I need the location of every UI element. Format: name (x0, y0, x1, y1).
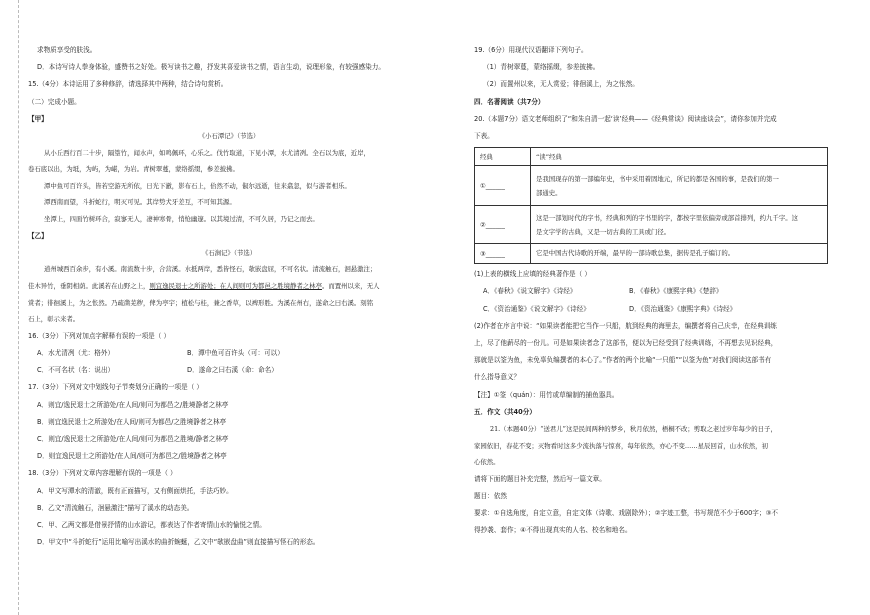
section-2-heading: （二）完成小题。 (28, 97, 81, 106)
yi-label: 【乙】 (28, 231, 48, 240)
left-column (28, 42, 430, 551)
q20-sub2-line-3: 那就是以筌为鱼，未免辜负编撰者的本心了。”作者的两个比喻“一只船”“以筌为鱼”对我们阅读这部书有 (474, 356, 772, 365)
table-row-1-text-line-2: 部通史。 (536, 188, 562, 197)
jia-para-3: 潭西南而望，斗折蛇行，明灭可见。其岸势犬牙差互，不可知其源。 (44, 198, 236, 207)
q18-option-a: A．甲文写潭水的清澈，既有正面描写，又有侧面烘托，手法巧妙。 (37, 486, 233, 495)
q20-sub1-options-row-1 (474, 283, 830, 300)
table-row-2-text-line-1: 这是一部划时代的字书，经典和列的字书里的字，都按字里依偏旁或部首排列，约九千字。这 (536, 213, 799, 222)
q14-option-c-tail: 求物质享受的肤浅。 (37, 46, 97, 54)
q17-option-d: D．则宜逸民退士之所游处/在人间/则可为都邑之/胜境静者之林亭 (37, 452, 227, 461)
table-row-2-label: ②______ (475, 206, 531, 244)
q14-option-d: D．本诗写诗人拳身体验，盛赞书之好处。极写读书之趣，抒发其喜爱读书之情，语言生动，说理形象，有较强感染力。 (37, 63, 385, 72)
classics-table (474, 147, 828, 264)
yi-line-3: 赏者；徘徊溪上，为之怅然。乃疏凿芜秽，俾为亭宇；植松与桂，兼之香草，以裨形胜。为溪在州右，遂命之曰右溪。刻铭 (28, 298, 374, 307)
table-row-3-label: ③______ (475, 244, 531, 264)
q17-option-c: C．则宜/逸民退士之所游处/在人间/则可为都邑之胜境/静者之林亭 (37, 434, 229, 443)
q18-option-c: C．甲、乙两文都是借景抒情的山水游记，都表达了作者寄情山水的愉悦之情。 (37, 520, 266, 529)
q16-option-c: C．不可名状（名：说出） (37, 366, 115, 375)
q18-prompt: 18.（3分）下列对文章内容理解有误的一项是（ ） (28, 469, 177, 478)
q16-option-b: B．潭中鱼可百许头（可：可以） (187, 348, 284, 357)
table-row-1-text-line-1: 是我国现存的第一部编年史，书中采用着固地元，所记的都是各国的事，是我们的第一 (536, 174, 779, 183)
q20-prompt-2: 下表。 (474, 132, 494, 141)
yi-line-4: 石上，彰示来者。 (28, 315, 80, 324)
jia-label: 【甲】 (28, 114, 48, 123)
yi-underlined-sentence: 则宜逸民退士之所游处；在人间则可为都邑之胜境静者之林亭 (149, 281, 322, 290)
essay-instruction: 请将下面的题目补充完整，然后写一篇文章。 (474, 474, 606, 483)
section-5-heading: 五．作文（共40分） (474, 407, 536, 416)
essay-title: 题目：依然 (474, 492, 507, 501)
q16-option-d: D．遂命之曰右溪（命：命名） (187, 366, 278, 375)
q20-sub2-line-1: (2)作者在序言中说：“如果读者能把它当作一只船，航到经典的海里去，编撰者将自己庆幸，在经典训练 (474, 321, 777, 330)
q20-option-a: A．《春秋》《说文解字》《诗经》 (483, 287, 577, 296)
q17-option-b: B．则宜逸民退士之所游处/在人间/则可为都邑/之胜境静者之林亭 (37, 417, 227, 426)
essay-requirements-1: 要求：①自选角度，自定立意，自定文体（诗歌、戏剧除外）；②字迹工整，书写规范不少于600字；③不 (474, 509, 778, 518)
q20-option-b: B．《春秋》《康熙字典》《楚辞》 (629, 287, 723, 296)
table-row-1-text (531, 166, 828, 206)
yi-title: 《石涧记》（节选） (201, 248, 257, 257)
q20-sub1-options-row-2 (474, 301, 830, 318)
q20-sub2-line-2: 上，尽了他薪尽的一份儿。可是如果读者念了这部书，便以为已经受到了经典训练，不再想去见识经典， (474, 339, 778, 348)
q18-option-d: D．甲文中“斗折蛇行”运用比喻写出溪水的曲折蜿蜒，乙文中“欹嵌盘曲”则直接描写怪石的形态。 (37, 538, 320, 547)
table-header-classic: 经典 (475, 148, 531, 166)
q16-option-a: A．水尤清冽（尤：格外） (37, 348, 115, 357)
q16-options-row-1 (28, 345, 430, 362)
essay-requirements-2: 得抄袭、套作；④不得出现真实的人名、校名和地名。 (474, 526, 632, 535)
table-row-2-text (531, 206, 828, 244)
essay-prompt-3: 心依然。 (474, 458, 500, 467)
jia-para-2: 潭中鱼可百许头，皆若空游无所依，日光下澈，影布石上，佁然不动，俶尔远逝，往来翕忽，似与游者相乐。 (44, 181, 351, 190)
yi-line-2-c: 。而置州以来，无人 (321, 281, 380, 290)
essay-prompt-1: 21.（本题40分）“送君儿”这是民间两种的梦乡，秋月依然，梧桐不改；剪取之老过岁年每少的日子， (490, 425, 777, 434)
q15-prompt: 15.（4分）本诗运用了多种修辞，请选择其中两种，结合诗句赏析。 (28, 80, 228, 89)
q16-prompt: 16.（3分）下列对加点字解释有误的一项是（ ） (28, 331, 171, 340)
footnote: 【注】①筌（quán）：用竹或草编制的捕鱼器具。 (474, 390, 619, 399)
q20-sub1-prompt: (1)上表的横线上应填的经典著作是（ ） (474, 270, 591, 279)
q19-item-2: （2）而置州以来，无人赏爱；徘徊溪上，为之怅然。 (483, 80, 639, 89)
q17-option-a: A．则宜/逸民退士之所游处/在人间/则可为都邑之/胜境静者之林亭 (37, 400, 229, 409)
q17-prompt: 17.（3分）下列对文中划线句子节奏划分正确的一项是（ ） (28, 383, 204, 392)
jia-para-1a: 从小丘西行百二十步，隔篁竹，闻水声，如鸣佩环，心乐之。伐竹取道，下见小潭，水尤清冽。全石以为底，近岸， (44, 148, 370, 157)
table-row-2-text-line-2: 是文字学的古典，又是一切古典的工具或门径。 (536, 227, 671, 236)
essay-prompt-2: 家园依旧，春花不变；灭物看时这多少流执落与惊喜，每年依然，亦心不变……星辰回首，山水依然，初 (474, 441, 768, 450)
yi-line-1: 道州城西百余步，有小溪。南流数十步，合营溪。水抵两岸，悉皆怪石，欹嵌盘屈，不可名状。清流触石，洄悬激注； (44, 265, 377, 274)
q16-options-row-2 (28, 362, 430, 379)
table-row (475, 244, 828, 264)
q19-item-1: （1）青树翠蔓，蒙络摇缀，参差披拂。 (483, 63, 600, 72)
jia-para-1b: 卷石底以出，为坻，为屿，为嵁，为岩。青树翠蔓，蒙络摇缀，参差披拂。 (28, 165, 239, 174)
binding-fold-line (10, 0, 19, 615)
table-header-reading: “读”经典 (531, 148, 828, 166)
right-column (474, 42, 830, 540)
table-header-row (475, 148, 828, 166)
q19-prompt: 19.（6分）用现代汉语翻译下列句子。 (474, 46, 588, 54)
q20-sub2-line-4: 什么指导意义？ (474, 373, 521, 382)
yi-line-2 (28, 278, 430, 295)
jia-title: 《小石潭记》（节选） (198, 132, 260, 141)
yi-line-2-a: 佳木异竹，垂阴相荫。此溪若在山野之上， (28, 281, 150, 290)
section-4-heading: 四．名著阅读（共7分） (474, 97, 545, 106)
q20-prompt-1: 20.（本题7分）语文老师组织了“和朱自清一起‘读’经典——《经典常谈》阅读座谈会”，请你参加并完成 (474, 114, 777, 123)
q20-option-c: C．《资治通鉴》《说文解字》《诗经》 (483, 304, 590, 313)
q20-option-d: D．《资治通鉴》《康熙字典》《诗经》 (629, 304, 737, 313)
table-row (475, 166, 828, 206)
jia-para-4: 坐潭上，四面竹树环合，寂寥无人，凄神寒骨，悄怆幽邃。以其境过清，不可久居，乃记之而去。 (44, 214, 319, 223)
table-row (475, 206, 828, 244)
table-row-1-label: ①______ (475, 166, 531, 206)
q18-option-b: B．乙文“清流触石，洄悬激注”描写了溪水的动态美。 (37, 503, 194, 512)
table-row-3-text: 它是中国古代诗歌的开端，最早的一部诗歌总集，据传是孔子编订的。 (531, 244, 828, 264)
